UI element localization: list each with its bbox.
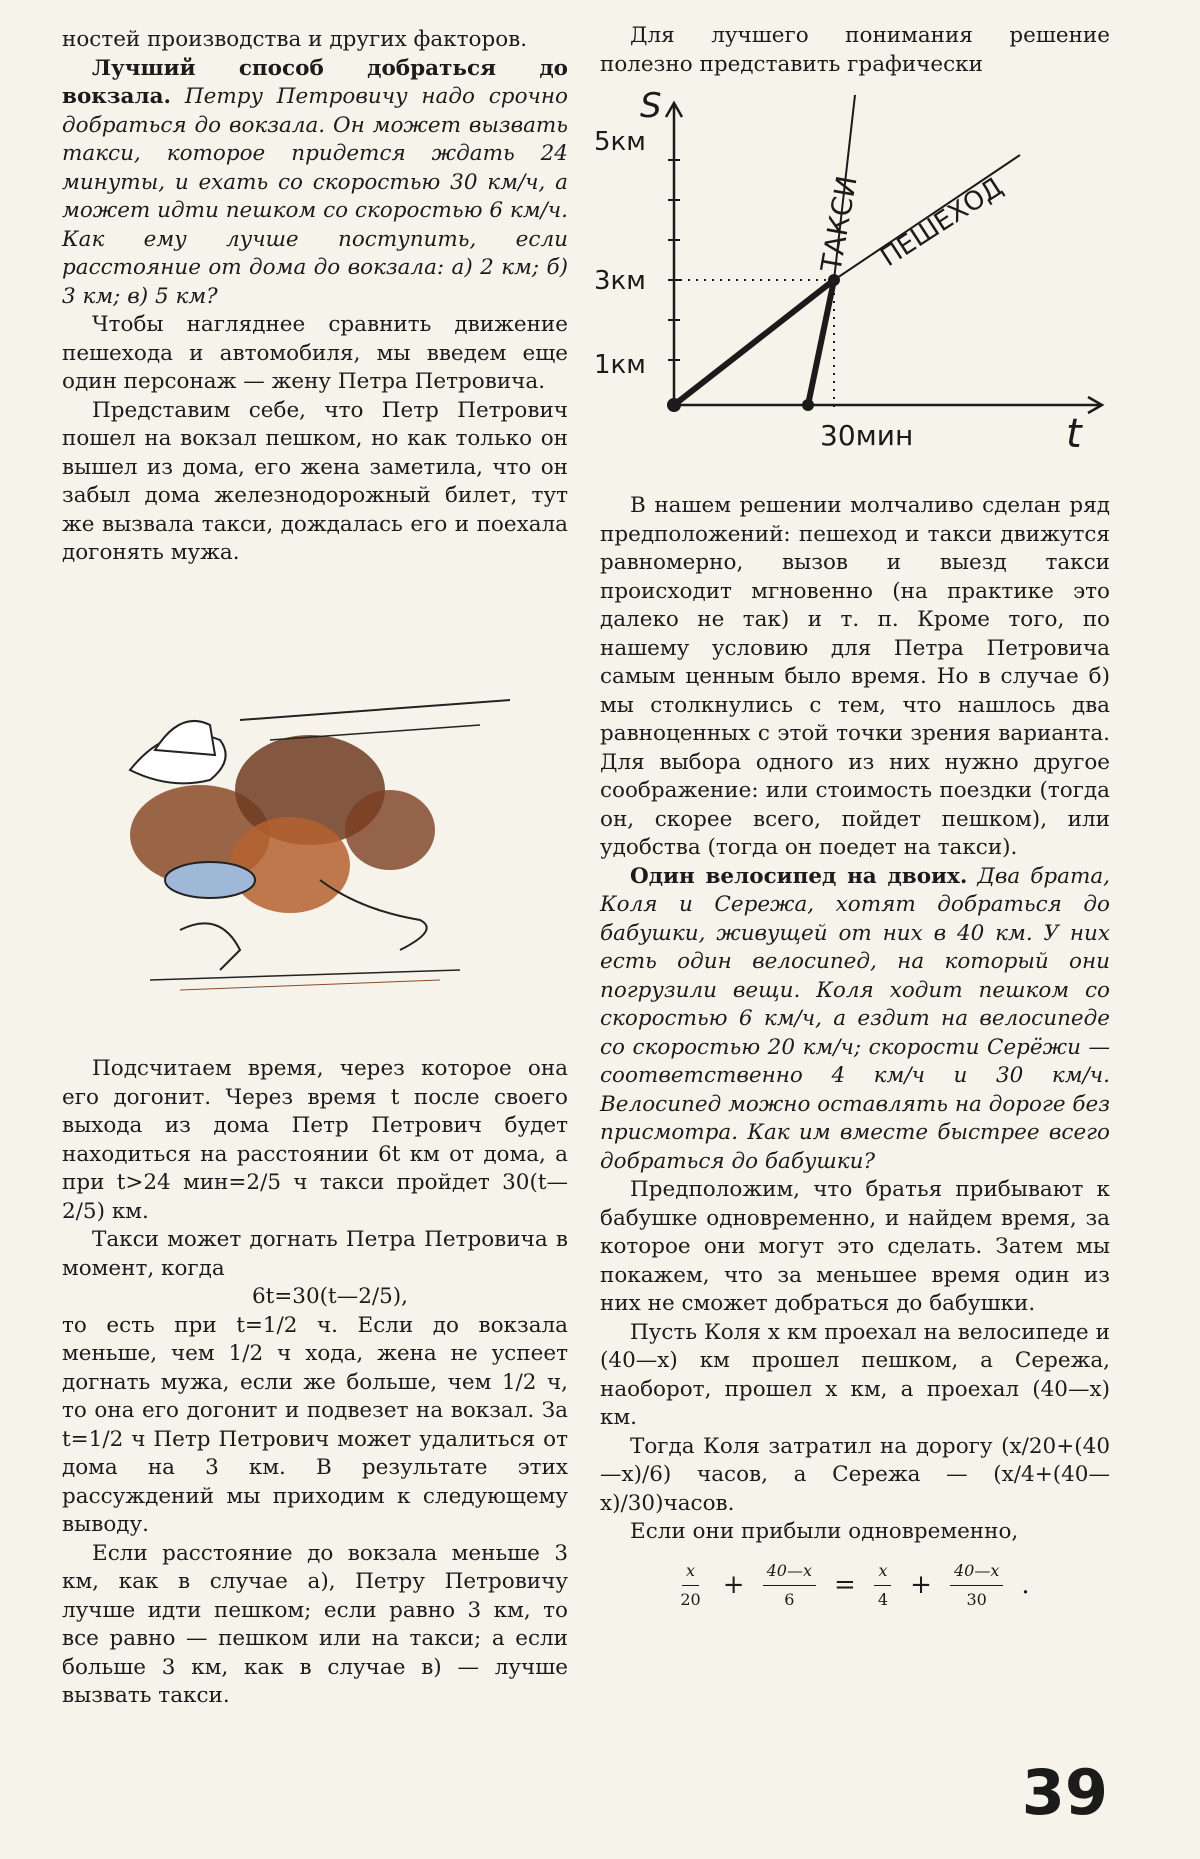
illustration bbox=[60, 680, 530, 1010]
problem-title: Один велосипед на двоих. bbox=[630, 863, 968, 889]
problem-text: Два брата, Коля и Сережа, хотят добраться до бабушки, живущей от них в 40 км. У них есть один велосипед, на который они погрузили вещи. Коля ходит пешком со скоростью 6 км/ч, а ездит на велосипеде со скоростью 20 км/ч; скорости Серёжи — соответственно 4 км/ч и 30 км/ч. Велосипед можно оставлять на дороге без присмотра. Как им вместе быстрее всего добраться до бабушки? bbox=[600, 863, 1110, 1174]
taxi-start-point bbox=[802, 399, 814, 411]
paragraph: Пусть Коля x км проехал на велосипеде и (40—x) км прошел пешком, а Сережа, наоборот, прошел x км, а проехал (40—x) км. bbox=[600, 1319, 1110, 1430]
problem-paragraph bbox=[62, 55, 568, 312]
origin-point bbox=[667, 398, 681, 412]
taxi-label: ТАКСИ bbox=[814, 173, 864, 275]
page-number: 39 bbox=[1021, 1756, 1108, 1829]
problem-paragraph bbox=[600, 863, 1110, 1177]
paragraph: Подсчитаем время, через которое она его догонит. Через время t после своего выхода из дома Петр Петрович будет находиться на расстоянии 6t км от дома, а при t>24 мин=2/5 ч такси пройдет 30(t— 2/5) км. bbox=[62, 1056, 568, 1224]
y-tick-label: 5км bbox=[594, 127, 646, 157]
fraction: $\frac{x}{20}$ bbox=[676, 1557, 704, 1615]
paragraph: Предположим, что братья прибывают к бабушке одновременно, и найдем время, за которое они могут это сделать. Затем мы покажем, что за меньшее время один из них не сможет добраться до бабушки. bbox=[600, 1177, 1110, 1316]
paragraph: Такси может догнать Петра Петровича в момент, когда bbox=[62, 1227, 568, 1281]
paragraph: Представим себе, что Петр Петрович пошел на вокзал пешком, но как только он вышел из дома, его жена заметила, что он забыл дома железнодорожный билет, тут же вызвала такси, дождалась его и поехала догонять мужа. bbox=[62, 397, 568, 565]
paragraph: Тогда Коля затратил на дорогу (x/20+(40—x)/6) часов, а Сережа — (x/4+(40—x)/30)часов. bbox=[600, 1433, 1110, 1516]
problem-title: Лучший способ добраться до вокзала. bbox=[62, 55, 568, 109]
paragraph: Если расстояние до вокзала меньше 3 км, как в случае а), Петру Петровичу лучше идти пешком; если равно 3 км, то все равно — пешком или на такси; а если больше 3 км, как в случае в) — лучше вызвать такси. bbox=[62, 1540, 568, 1708]
fraction: $\frac{x}{4}$ bbox=[874, 1557, 892, 1615]
paragraph: Если они прибыли одновременно, bbox=[630, 1519, 1019, 1544]
right-column-top bbox=[600, 22, 1110, 79]
left-column bbox=[62, 26, 568, 568]
paragraph: то есть при t=1/2 ч. Если до вокзала меньше, чем 1/2 ч хода, жена не успеет догнать мужа, если же больше, чем 1/2 ч, то она его догонит и подвезет на вокзал. За t=1/2 ч Петр Петрович может удалиться от дома на 3 км. В результате этих рассуждений мы приходим к следующему выводу. bbox=[62, 1312, 568, 1537]
right-column-lower bbox=[600, 492, 1110, 1615]
illustration-drawing bbox=[130, 700, 510, 990]
fraction: $\frac{40—x}{30}$ bbox=[950, 1557, 1003, 1615]
motion-graph bbox=[594, 86, 1120, 475]
problem-text: Петру Петровичу надо срочно добраться до вокзала. Он может вызвать такси, которое придется ждать 24 минуты, и ехать со скоростью 30 км/ч, а может идти пешком со скоростью 6 км/ч. Как ему лучше поступить, если расстояние от дома до вокзала: а) 2 км; б) 3 км; в) 5 км? bbox=[62, 84, 568, 309]
left-column-lower bbox=[62, 1055, 568, 1711]
y-tick-label: 1км bbox=[594, 350, 646, 380]
paragraph: Для лучшего понимания решение полезно представить графически bbox=[600, 23, 1110, 77]
y-tick-label: 3км bbox=[594, 266, 646, 296]
paragraph: Чтобы нагляднее сравнить движение пешехода и автомобиля, мы введем еще один персонаж — жену Петра Петровича. bbox=[62, 312, 568, 394]
equation: $\frac{x}{20}$ + $\frac{40—x}{6}$ = $\frac{x}{4}$ + $\frac{40—x}{30}$ . bbox=[600, 1557, 1110, 1615]
y-axis-label: S bbox=[640, 86, 662, 126]
formula: 6t=30(t—2/5), bbox=[251, 1284, 409, 1309]
meeting-point bbox=[828, 274, 840, 286]
fraction: $\frac{40—x}{6}$ bbox=[763, 1557, 816, 1615]
paragraph: В нашем решении молчаливо сделан ряд предположений: пешеход и такси движутся равномерно, вызов и выезд такси происходит мгновенно (на практике это далеко не так) и т. п. Кроме того, по нашему условию для Петра Петровича самым ценным было время. Но в случае б) мы столкнулись с тем, что нашлось два равноценных с этой точки зрения варианта. Для выбора одного из них нужно другое соображение: или стоимость поездки (тогда он, скорее всего, пойдет пешком), или удобства (тогда он поедет на такси). bbox=[600, 493, 1110, 860]
x-axis-label: t bbox=[1066, 411, 1082, 457]
paragraph: ностей производства и других факторов. bbox=[62, 27, 528, 52]
x-tick-label: 30мин bbox=[820, 419, 914, 452]
walker-label: ПЕШЕХОД bbox=[875, 172, 1009, 273]
